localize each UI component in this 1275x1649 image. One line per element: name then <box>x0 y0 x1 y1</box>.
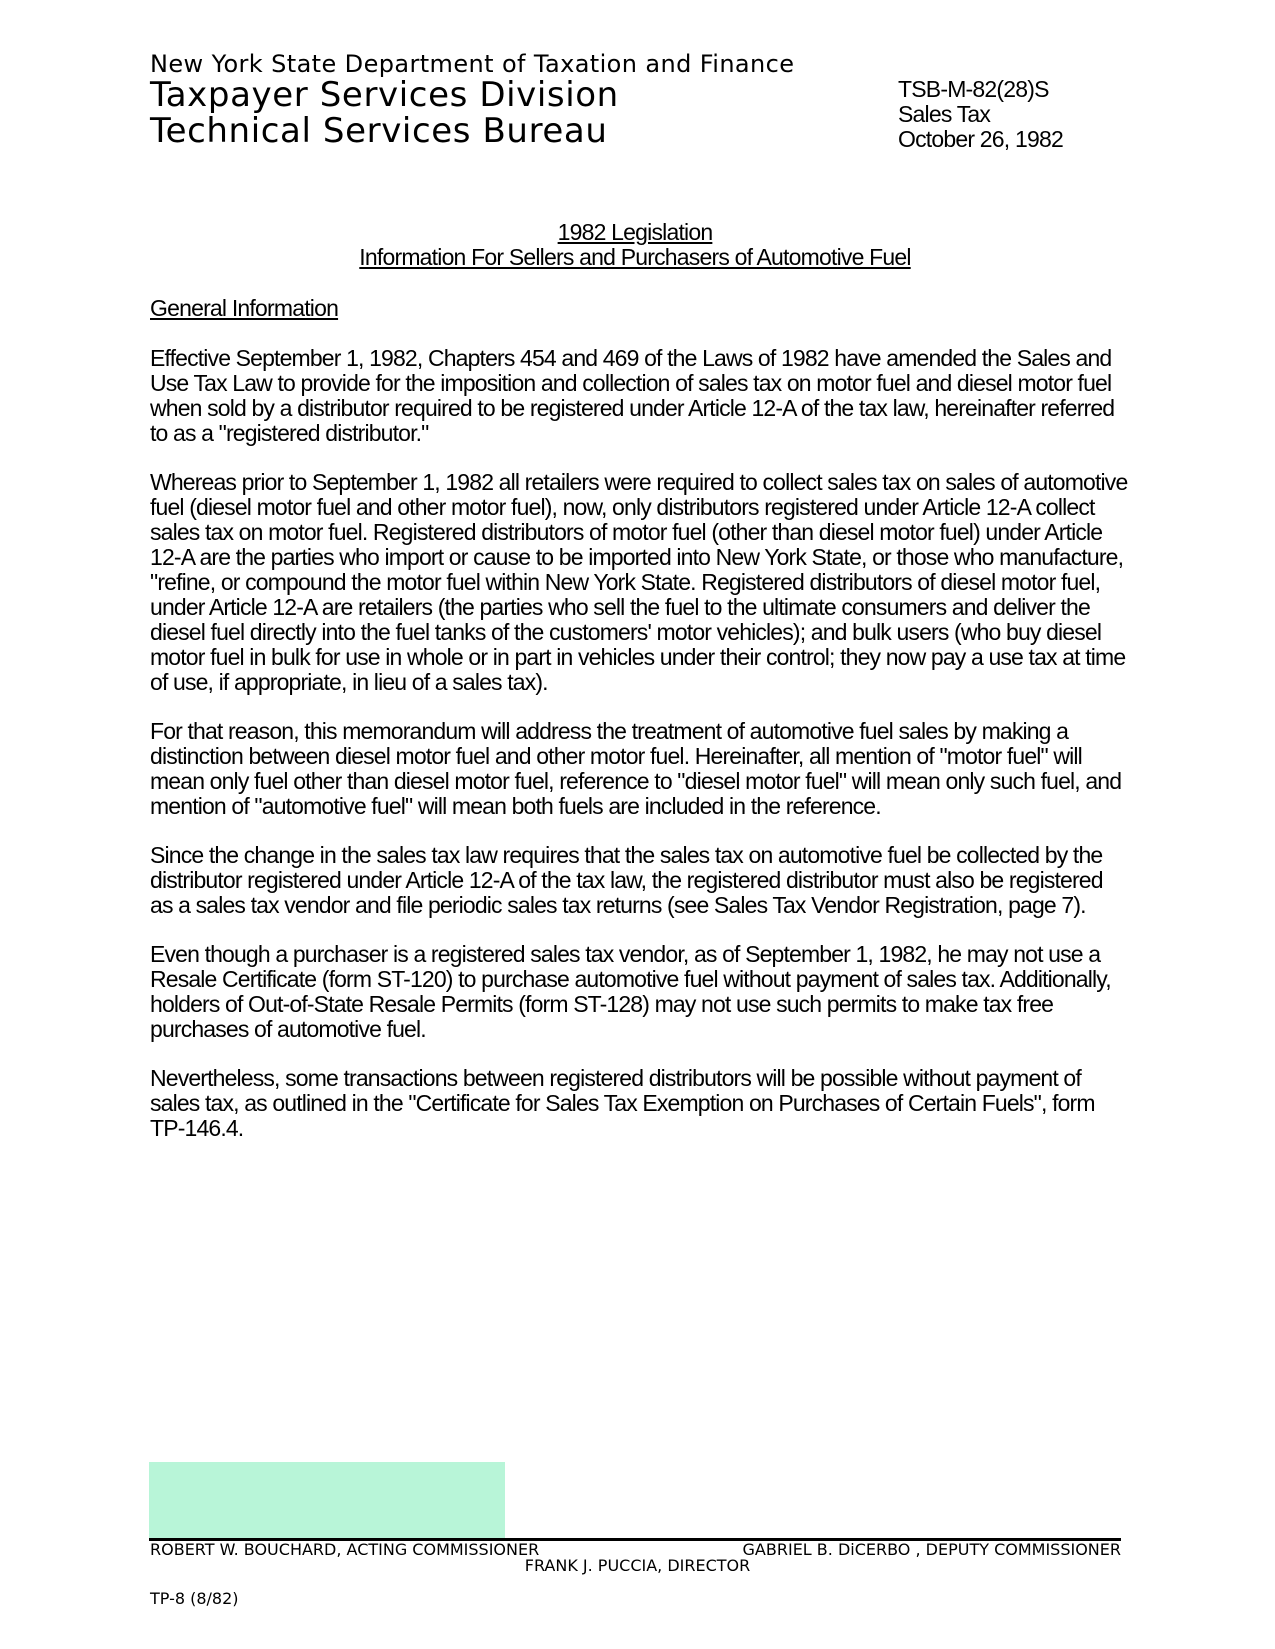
director-name: FRANK J. PUCCIA, DIRECTOR <box>524 1556 751 1575</box>
document-date: October 26, 1982 <box>898 126 1063 152</box>
document-number: TSB-M-82(28)S <box>898 76 1049 102</box>
deputy-commissioner-name: GABRIEL B. DiCERBO , DEPUTY COMMISSIONER <box>742 1540 1121 1559</box>
agency-name: New York State Department of Taxation and Finance <box>150 50 795 78</box>
bureau-name: Technical Services Bureau <box>150 111 608 151</box>
paragraph: Effective September 1, 1982, Chapters 454 and 469 of the Laws of 1982 have amended the Sales and Use Tax Law to provide for the imposition and collection of sales tax on motor fuel and diesel motor fuel when sold by a distributor required to be registered under Article 12-A of the tax law, hereinafter referred to as a "registered distributor." <box>150 345 1115 446</box>
commissioner-name: ROBERT W. BOUCHARD, ACTING COMMISSIONER <box>150 1540 540 1559</box>
title-line-2: Information For Sellers and Purchasers of Automotive Fuel <box>359 244 911 270</box>
document-category: Sales Tax <box>898 101 991 127</box>
highlight-box <box>149 1462 505 1539</box>
document-body <box>150 346 1130 1165</box>
section-heading: General Information <box>150 295 339 321</box>
paragraph: Whereas prior to September 1, 1982 all retailers were required to collect sales tax on sales of automotive fuel (diesel motor fuel and other motor fuel), now, only distributors registered under Article 12-A collect sales tax on motor fuel. Registered distributors of motor fuel (other than diesel motor fuel) under Article 12-A are the parties who import or cause to be imported into New York State, or those who manufacture, "refine, or compound the motor fuel within New York State. Registered distributors of diesel motor fuel, under Article 12-A are retailers (the parties who sell the fuel to the ultimate consumers and deliver the diesel fuel directly into the fuel tanks of the customers' motor vehicles); and bulk users (who buy diesel motor fuel in bulk for use in whole or in part in vehicles under their control; they now pay a use tax at time of use, if appropriate, in lieu of a sales tax). <box>150 469 1128 695</box>
title-line-1: 1982 Legislation <box>557 219 713 245</box>
document-info <box>898 77 1063 152</box>
paragraph: Since the change in the sales tax law requires that the sales tax on automotive fuel be collected by the distributor registered under Article 12-A of the tax law, the registered distributor must also be registered as a sales tax vendor and file periodic sales tax returns (see Sales Tax Vendor Registration, page 7). <box>150 842 1103 918</box>
paragraph: For that reason, this memorandum will address the treatment of automotive fuel sales by making a distinction between diesel motor fuel and other motor fuel. Hereinafter, all mention of "motor fuel" will mean only fuel other than diesel motor fuel, reference to "diesel motor fuel" will mean only such fuel, and mention of "automotive fuel" will mean both fuels are included in the reference. <box>150 718 1122 819</box>
form-number: TP-8 (8/82) <box>150 1589 239 1608</box>
paragraph: Nevertheless, some transactions between registered distributors will be possible without payment of sales tax, as outlined in the "Certificate for Sales Tax Exemption on Purchases of Certain Fuels", form TP-146.4. <box>150 1065 1095 1141</box>
document-titles <box>150 220 1120 270</box>
paragraph: Even though a purchaser is a registered sales tax vendor, as of September 1, 1982, he may not use a Resale Certificate (form ST-120) to purchase automotive fuel without payment of sales tax. Additionally, holders of Out-of-State Resale Permits (form ST-128) may not use such permits to make tax free purchases of automotive fuel. <box>150 941 1111 1042</box>
division-name: Taxpayer Services Division <box>150 75 619 115</box>
